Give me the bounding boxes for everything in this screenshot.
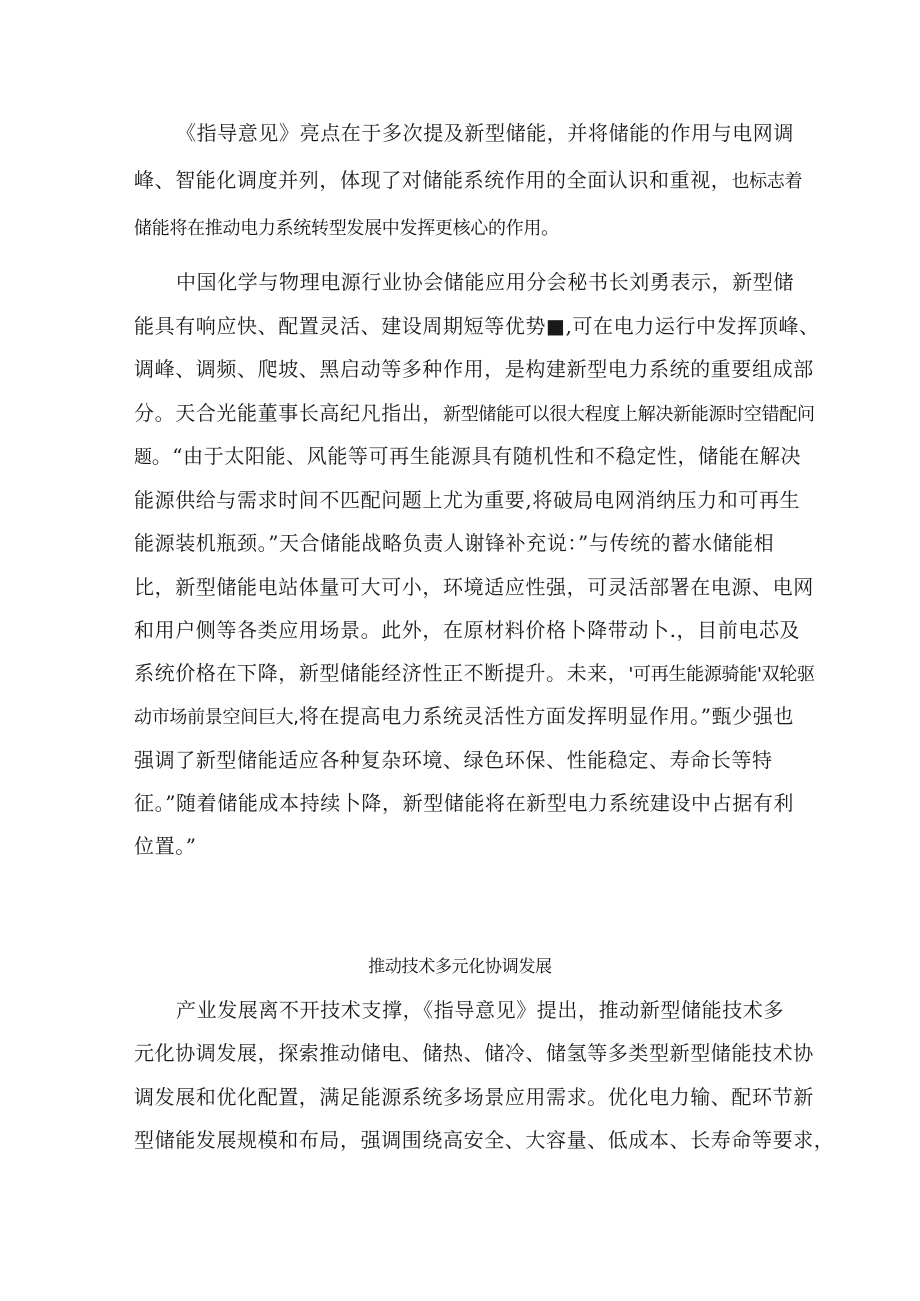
- text-run: 产业发展离不开技术支撑，《指导意见》提出，推动新型储能技术多: [176, 998, 784, 1022]
- text-run: 将在提高电力系统灵活性方面发挥明显作用。”甄少强也: [298, 704, 794, 728]
- paragraph-2-line-8: [134, 575, 814, 599]
- text-run: 比，新型储能电站体量可大可小，环境适应性强，可灵活部署在电源、电网: [134, 575, 814, 599]
- text-run: 能具有响应快、配置灵活、建设周期短等优势■,可在电力运行中发挥顶峰、: [134, 314, 820, 338]
- text-run: 能源装机瓶颈。”天合储能战略负责人谢锋补充说：”与传统的蓄水储能相: [134, 531, 775, 555]
- text-run: 和用户侧等各类应用场景。此外，在原材料价格卜降带动卜.，目前电芯及: [134, 618, 801, 642]
- text-run: 型储能发展规模和布局，强调围绕高安全、大容量、低成本、长寿命等要求，: [134, 1128, 835, 1152]
- paragraph-3-line-2: [134, 1041, 814, 1065]
- text-run: 分。天合光能董事长高纪凡指出，: [134, 401, 443, 425]
- text-run-sans: 储能将在推动电力系统转型发展中发挥更核心的作用。: [134, 218, 559, 239]
- paragraph-2-line-10: [134, 661, 815, 687]
- text-run: 能源供给与需求时间不匹配问题上尤为重要,将破局电网消纳压力和可再生: [134, 488, 801, 512]
- paragraph-2-line-2: [134, 314, 820, 338]
- text-run: 调峰、调频、爬坡、黑启动等多种作用，是构建新型电力系统的重要组成部: [134, 357, 814, 381]
- paragraph-2-line-13: [134, 791, 794, 815]
- text-run-sans: 动市场前景空间巨大,: [134, 707, 299, 728]
- paragraph-2-line-1: [176, 270, 794, 294]
- text-run: 中国化学与物理电源行业协会储能应用分会秘书长刘勇表示，新型储: [176, 270, 794, 294]
- paragraph-2-line-9: [134, 618, 800, 642]
- paragraph-3-line-4: [134, 1128, 834, 1152]
- text-run: 强调了新型储能适应各种复杂环境、绿色环保、性能稳定、寿命长等特: [134, 748, 773, 772]
- text-run: 峰、智能化调度并列，体现了对储能系统作用的全面认识和重视，: [134, 168, 732, 192]
- paragraph-1-line-3: [134, 215, 559, 241]
- paragraph-1-line-2: [134, 168, 802, 194]
- paragraph-3-line-3: [134, 1085, 814, 1109]
- text-run-sans: 也标志着: [731, 171, 803, 192]
- paragraph-2-line-12: [134, 748, 773, 772]
- paragraph-2-line-4: [134, 401, 815, 427]
- section-heading: 推动技术多元化协调发展: [368, 957, 552, 977]
- paragraph-2-line-5: [134, 444, 801, 470]
- text-run: 元化协调发展，探索推动储电、储热、储冷、储氢等多类型新型储能技术协: [134, 1041, 814, 1065]
- text-run-sans: '可再生能源骑能'双轮驱: [628, 664, 815, 685]
- paragraph-2-line-14: [134, 834, 197, 858]
- paragraph-2-line-6: [134, 488, 800, 512]
- text-run: 《指导意见》亮点在于多次提及新型储能，并将储能的作用与电网调: [176, 121, 794, 145]
- text-run: 。“由于太阳能、风能等可再生能源具有随机性和不稳定性，储能在解决: [151, 444, 802, 468]
- paragraph-1-line-1: [176, 121, 794, 145]
- paragraph-2-line-7: [134, 531, 774, 555]
- paragraph-2-line-3: [134, 357, 814, 381]
- text-run: 位置。”: [134, 834, 197, 858]
- text-run-sans: 新型储能可以很大程度上解决新能源时空错配问: [443, 404, 815, 425]
- text-run-sans: 题: [134, 447, 152, 468]
- text-run: 调发展和优化配置，满足能源系统多场景应用需求。优化电力输、配环节新: [134, 1085, 814, 1109]
- text-run: 征。”随着储能成本持续卜降，新型储能将在新型电力系统建设中占据有利: [134, 791, 795, 815]
- text-run: 系统价格在下降，新型储能经济性正不断提升。未来，: [134, 661, 629, 685]
- paragraph-3-line-1: [176, 998, 784, 1022]
- paragraph-2-line-11: [134, 704, 794, 730]
